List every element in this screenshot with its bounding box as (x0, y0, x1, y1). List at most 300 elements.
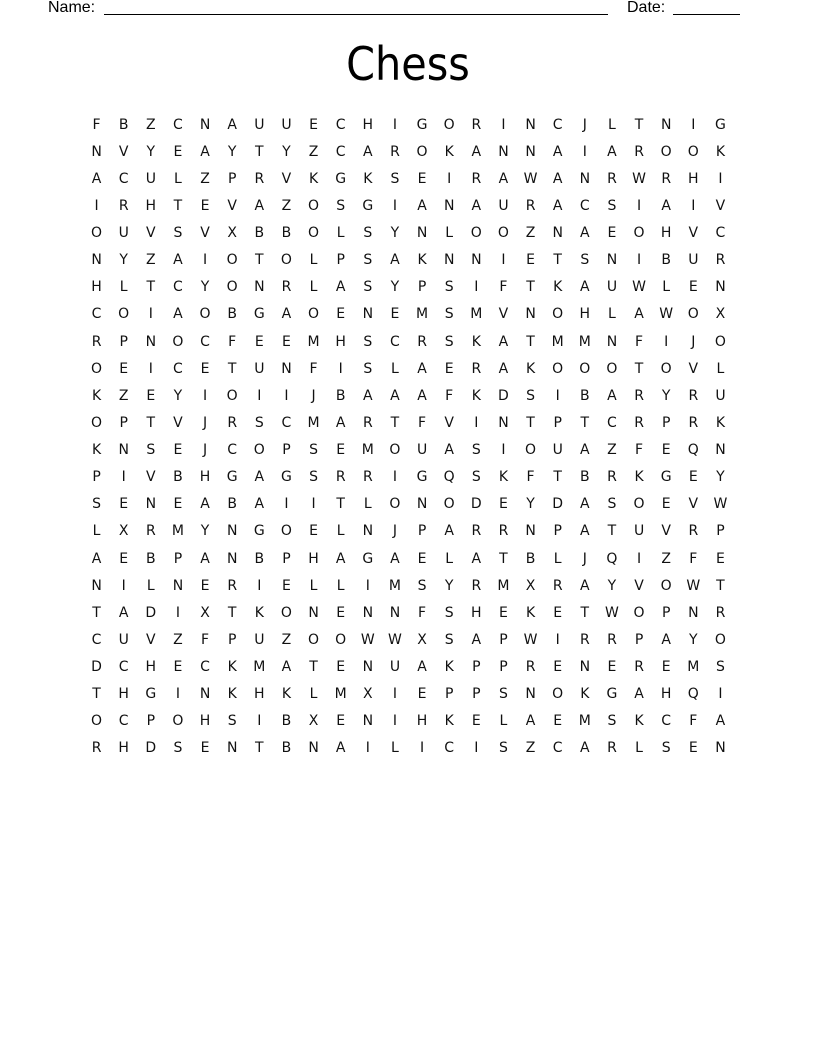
grid-letter[interactable]: W (523, 170, 538, 187)
grid-letter[interactable]: T (580, 414, 590, 431)
grid-letter[interactable]: R (525, 197, 536, 214)
grid-letter[interactable]: N (362, 659, 374, 676)
grid-letter[interactable]: R (471, 170, 482, 187)
grid-letter[interactable]: E (417, 550, 427, 567)
grid-letter[interactable]: E (661, 442, 671, 459)
grid-letter[interactable]: E (200, 740, 210, 757)
grid-letter[interactable]: K (444, 659, 454, 676)
grid-letter[interactable]: R (661, 170, 672, 187)
grid-letter[interactable]: O (687, 143, 699, 160)
grid-letter[interactable]: I (148, 360, 153, 377)
grid-letter[interactable]: R (607, 631, 617, 648)
grid-letter[interactable]: N (362, 523, 374, 540)
grid-letter[interactable]: I (121, 577, 126, 594)
grid-letter[interactable]: N (416, 496, 428, 513)
grid-letter[interactable]: N (525, 143, 536, 160)
grid-letter[interactable]: T (499, 550, 508, 567)
grid-letter[interactable]: L (309, 577, 318, 594)
grid-letter[interactable]: K (281, 686, 292, 703)
grid-letter[interactable]: E (254, 333, 264, 350)
grid-letter[interactable]: U (606, 279, 618, 296)
grid-letter[interactable]: S (363, 360, 373, 377)
grid-letter[interactable]: A (335, 550, 346, 567)
grid-letter[interactable]: A (200, 496, 210, 513)
grid-letter[interactable]: B (661, 252, 671, 269)
grid-letter[interactable]: Z (281, 197, 292, 214)
grid-letter[interactable]: C (579, 197, 590, 214)
grid-letter[interactable]: T (227, 604, 237, 621)
grid-letter[interactable]: T (146, 414, 156, 431)
grid-letter[interactable]: Y (282, 143, 291, 160)
grid-letter[interactable]: U (254, 360, 265, 377)
grid-letter[interactable]: O (91, 360, 103, 377)
grid-letter[interactable]: K (525, 604, 536, 621)
grid-letter[interactable]: G (253, 306, 265, 323)
grid-letter[interactable]: R (552, 577, 563, 594)
grid-letter[interactable]: A (227, 116, 237, 133)
grid-letter[interactable]: Y (200, 279, 210, 296)
grid-letter[interactable]: R (91, 333, 102, 350)
grid-letter[interactable]: H (145, 659, 157, 676)
grid-letter[interactable]: O (633, 604, 645, 621)
grid-letter[interactable]: A (471, 197, 482, 214)
grid-letter[interactable]: O (470, 225, 482, 242)
grid-letter[interactable]: Y (390, 279, 400, 296)
grid-letter[interactable]: I (718, 170, 723, 187)
grid-letter[interactable]: H (579, 306, 591, 323)
grid-letter[interactable]: B (281, 713, 292, 730)
grid-letter[interactable]: P (716, 523, 725, 540)
grid-letter[interactable]: L (309, 252, 318, 269)
grid-letter[interactable]: M (253, 659, 266, 676)
grid-letter[interactable]: P (634, 631, 644, 648)
grid-letter[interactable]: S (363, 252, 373, 269)
grid-letter[interactable]: V (715, 197, 726, 214)
grid-letter[interactable]: Y (661, 387, 671, 404)
grid-letter[interactable]: J (311, 387, 316, 404)
grid-letter[interactable]: R (471, 116, 482, 133)
grid-letter[interactable]: L (92, 523, 101, 540)
grid-letter[interactable]: O (335, 631, 347, 648)
grid-letter[interactable]: R (634, 414, 644, 431)
grid-letter[interactable]: N (172, 577, 184, 594)
grid-letter[interactable]: P (146, 713, 156, 730)
grid-letter[interactable]: O (172, 713, 184, 730)
grid-letter[interactable]: S (580, 252, 590, 269)
grid-letter[interactable]: H (335, 333, 346, 350)
grid-letter[interactable]: U (389, 659, 401, 676)
grid-letter[interactable]: H (145, 197, 157, 214)
grid-letter[interactable]: H (199, 469, 211, 486)
grid-letter[interactable]: S (336, 197, 346, 214)
grid-letter[interactable]: F (309, 360, 318, 377)
grid-letter[interactable]: K (444, 143, 454, 160)
grid-letter[interactable]: I (175, 686, 180, 703)
grid-letter[interactable]: I (691, 197, 696, 214)
grid-letter[interactable]: A (335, 279, 346, 296)
grid-letter[interactable]: A (634, 686, 644, 703)
grid-letter[interactable]: G (253, 523, 265, 540)
grid-letter[interactable]: V (146, 469, 156, 486)
grid-letter[interactable]: G (145, 686, 157, 703)
grid-letter[interactable]: F (92, 116, 101, 133)
grid-letter[interactable]: O (91, 225, 103, 242)
grid-letter[interactable]: H (199, 713, 211, 730)
grid-letter[interactable]: O (660, 143, 672, 160)
grid-letter[interactable]: E (716, 550, 725, 567)
grid-letter[interactable]: M (578, 713, 591, 730)
grid-letter[interactable]: E (282, 577, 291, 594)
grid-letter[interactable]: C (200, 659, 210, 676)
grid-letter[interactable]: N (579, 659, 591, 676)
grid-letter[interactable]: E (661, 496, 671, 513)
grid-letter[interactable]: H (660, 686, 672, 703)
grid-letter[interactable]: R (688, 414, 699, 431)
grid-letter[interactable]: U (254, 631, 265, 648)
grid-letter[interactable]: M (361, 442, 374, 459)
grid-letter[interactable]: L (336, 523, 345, 540)
grid-letter[interactable]: G (416, 116, 428, 133)
grid-letter[interactable]: A (254, 496, 265, 513)
grid-letter[interactable]: N (91, 577, 102, 594)
grid-letter[interactable]: W (605, 604, 619, 621)
grid-letter[interactable]: O (525, 442, 537, 459)
grid-letter[interactable]: A (417, 387, 427, 404)
grid-letter[interactable]: P (661, 604, 671, 621)
grid-letter[interactable]: A (715, 713, 726, 730)
grid-letter[interactable]: R (634, 659, 644, 676)
grid-letter[interactable]: N (145, 333, 157, 350)
grid-letter[interactable]: E (336, 713, 346, 730)
grid-letter[interactable]: O (687, 306, 699, 323)
grid-letter[interactable]: H (660, 225, 672, 242)
grid-letter[interactable]: Z (118, 387, 129, 404)
grid-letter[interactable]: E (200, 360, 210, 377)
grid-letter[interactable]: O (280, 604, 292, 621)
grid-letter[interactable]: A (498, 170, 509, 187)
grid-letter[interactable]: M (334, 686, 347, 703)
grid-letter[interactable]: R (525, 659, 536, 676)
grid-letter[interactable]: I (311, 496, 316, 513)
grid-letter[interactable]: I (636, 550, 642, 567)
grid-letter[interactable]: E (607, 225, 617, 242)
grid-letter[interactable]: J (691, 333, 696, 350)
grid-letter[interactable]: B (118, 116, 129, 133)
grid-letter[interactable]: F (418, 604, 427, 621)
grid-letter[interactable]: N (226, 740, 238, 757)
grid-letter[interactable]: C (552, 116, 563, 133)
grid-letter[interactable]: E (661, 659, 671, 676)
grid-letter[interactable]: O (443, 116, 455, 133)
grid-letter[interactable]: X (118, 523, 129, 540)
grid-letter[interactable]: E (119, 360, 129, 377)
grid-letter[interactable]: O (660, 577, 672, 594)
grid-letter[interactable]: T (390, 414, 400, 431)
grid-letter[interactable]: I (555, 387, 560, 404)
grid-letter[interactable]: E (200, 197, 210, 214)
grid-letter[interactable]: I (175, 604, 180, 621)
grid-letter[interactable]: C (200, 333, 210, 350)
grid-letter[interactable]: T (173, 197, 183, 214)
grid-letter[interactable]: R (498, 523, 509, 540)
grid-letter[interactable]: S (92, 496, 101, 513)
grid-letter[interactable]: A (417, 197, 427, 214)
grid-letter[interactable]: R (254, 170, 265, 187)
grid-letter[interactable]: S (363, 333, 373, 350)
grid-letter[interactable]: O (280, 523, 292, 540)
grid-letter[interactable]: A (200, 550, 210, 567)
grid-letter[interactable]: L (363, 496, 372, 513)
grid-letter[interactable]: O (226, 279, 238, 296)
grid-letter[interactable]: N (226, 523, 238, 540)
grid-letter[interactable]: E (553, 604, 563, 621)
grid-letter[interactable]: I (474, 279, 479, 296)
grid-letter[interactable]: F (689, 713, 698, 730)
grid-letter[interactable]: Z (308, 143, 319, 160)
grid-letter[interactable]: L (608, 116, 616, 133)
grid-letter[interactable]: I (365, 740, 370, 757)
grid-letter[interactable]: G (281, 469, 292, 486)
grid-letter[interactable]: L (662, 279, 671, 296)
grid-letter[interactable]: A (525, 713, 536, 730)
grid-letter[interactable]: Z (281, 631, 292, 648)
grid-letter[interactable]: S (173, 740, 183, 757)
grid-letter[interactable]: I (501, 442, 506, 459)
grid-letter[interactable]: M (470, 306, 483, 323)
grid-letter[interactable]: E (444, 360, 454, 377)
grid-letter[interactable]: S (146, 442, 156, 459)
grid-letter[interactable]: S (498, 686, 508, 703)
grid-letter[interactable]: A (363, 143, 373, 160)
grid-letter[interactable]: A (118, 604, 129, 621)
grid-letter[interactable]: O (552, 686, 564, 703)
grid-letter[interactable]: N (498, 414, 509, 431)
grid-letter[interactable]: A (200, 143, 210, 160)
grid-letter[interactable]: G (335, 170, 347, 187)
grid-letter[interactable]: E (526, 252, 535, 269)
grid-letter[interactable]: A (580, 496, 590, 513)
grid-letter[interactable]: E (173, 659, 183, 676)
grid-letter[interactable]: C (552, 740, 563, 757)
grid-letter[interactable]: Y (200, 523, 210, 540)
grid-letter[interactable]: E (173, 442, 183, 459)
grid-letter[interactable]: I (257, 387, 262, 404)
grid-letter[interactable]: E (146, 387, 156, 404)
grid-letter[interactable]: X (715, 306, 726, 323)
grid-letter[interactable]: A (390, 252, 400, 269)
grid-letter[interactable]: A (580, 225, 590, 242)
grid-letter[interactable]: A (335, 740, 346, 757)
grid-letter[interactable]: N (199, 116, 211, 133)
grid-letter[interactable]: O (308, 306, 320, 323)
grid-letter[interactable]: B (173, 469, 183, 486)
grid-letter[interactable]: M (388, 577, 401, 594)
grid-letter[interactable]: A (417, 360, 427, 377)
grid-letter[interactable]: X (363, 686, 373, 703)
grid-letter[interactable]: A (281, 306, 292, 323)
grid-letter[interactable]: I (555, 631, 560, 648)
grid-letter[interactable]: R (471, 523, 482, 540)
grid-letter[interactable]: X (200, 604, 210, 621)
grid-letter[interactable]: A (417, 659, 427, 676)
grid-letter[interactable]: B (281, 225, 292, 242)
grid-letter[interactable]: V (173, 414, 183, 431)
grid-letter[interactable]: N (525, 116, 536, 133)
grid-letter[interactable]: R (362, 469, 373, 486)
grid-letter[interactable]: M (687, 659, 700, 676)
grid-letter[interactable]: R (417, 333, 427, 350)
grid-letter[interactable]: E (336, 306, 346, 323)
grid-letter[interactable]: N (91, 252, 102, 269)
grid-letter[interactable]: C (227, 442, 238, 459)
grid-letter[interactable]: A (471, 631, 482, 648)
grid-letter[interactable]: I (392, 469, 397, 486)
grid-letter[interactable]: Z (146, 252, 156, 269)
grid-letter[interactable]: O (579, 360, 591, 377)
grid-letter[interactable]: E (688, 279, 698, 296)
grid-letter[interactable]: S (444, 631, 454, 648)
grid-letter[interactable]: Q (687, 686, 699, 703)
grid-letter[interactable]: Z (173, 631, 183, 648)
grid-letter[interactable]: N (416, 225, 428, 242)
grid-letter[interactable]: I (284, 387, 289, 404)
grid-letter[interactable]: K (634, 469, 644, 486)
grid-letter[interactable]: L (336, 225, 345, 242)
grid-letter[interactable]: O (226, 387, 238, 404)
grid-letter[interactable]: P (119, 414, 128, 431)
grid-letter[interactable]: E (417, 686, 427, 703)
grid-letter[interactable]: X (227, 225, 237, 242)
grid-letter[interactable]: E (119, 550, 129, 567)
grid-letter[interactable]: A (552, 143, 563, 160)
grid-letter[interactable]: X (308, 713, 319, 730)
grid-letter[interactable]: C (661, 713, 672, 730)
grid-letter[interactable]: H (471, 604, 482, 621)
grid-letter[interactable]: O (633, 496, 645, 513)
grid-letter[interactable]: L (608, 306, 616, 323)
grid-letter[interactable]: I (392, 197, 397, 214)
grid-letter[interactable]: L (309, 279, 318, 296)
grid-letter[interactable]: T (580, 604, 590, 621)
grid-letter[interactable]: V (444, 414, 454, 431)
grid-letter[interactable]: F (445, 387, 454, 404)
grid-letter[interactable]: Y (146, 143, 156, 160)
grid-letter[interactable]: F (689, 550, 698, 567)
grid-letter[interactable]: S (607, 713, 617, 730)
grid-letter[interactable]: B (227, 306, 237, 323)
grid-letter[interactable]: P (553, 414, 562, 431)
grid-letter[interactable]: R (607, 469, 617, 486)
grid-letter[interactable]: M (307, 414, 320, 431)
grid-letter[interactable]: T (146, 279, 156, 296)
grid-letter[interactable]: Y (173, 387, 183, 404)
grid-letter[interactable]: O (552, 306, 564, 323)
grid-letter[interactable]: N (443, 252, 455, 269)
grid-letter[interactable]: C (281, 414, 292, 431)
grid-letter[interactable]: C (118, 659, 129, 676)
grid-letter[interactable]: N (525, 306, 536, 323)
grid-letter[interactable]: A (552, 197, 563, 214)
grid-letter[interactable]: M (578, 333, 591, 350)
grid-letter[interactable]: O (660, 360, 672, 377)
grid-letter[interactable]: A (607, 387, 617, 404)
grid-letter[interactable]: V (634, 577, 644, 594)
grid-letter[interactable]: I (636, 197, 642, 214)
grid-letter[interactable]: R (145, 523, 156, 540)
grid-letter[interactable]: B (254, 550, 265, 567)
grid-letter[interactable]: P (553, 523, 562, 540)
grid-letter[interactable]: N (118, 442, 129, 459)
grid-letter[interactable]: I (94, 197, 99, 214)
grid-letter[interactable]: N (688, 604, 699, 621)
grid-letter[interactable]: Y (689, 631, 698, 648)
grid-letter[interactable]: K (553, 279, 563, 296)
grid-letter[interactable]: G (715, 116, 726, 133)
grid-letter[interactable]: Z (146, 116, 156, 133)
grid-letter[interactable]: E (553, 659, 563, 676)
grid-letter[interactable]: T (553, 469, 562, 486)
grid-letter[interactable]: L (174, 170, 182, 187)
grid-letter[interactable]: Q (443, 469, 455, 486)
grid-letter[interactable]: B (580, 469, 590, 486)
grid-letter[interactable]: U (254, 116, 265, 133)
grid-letter[interactable]: F (635, 442, 644, 459)
grid-letter[interactable]: A (254, 469, 265, 486)
grid-letter[interactable]: R (471, 360, 482, 377)
grid-letter[interactable]: V (118, 143, 129, 160)
grid-letter[interactable]: O (443, 496, 455, 513)
grid-letter[interactable]: U (688, 252, 699, 269)
grid-letter[interactable]: I (636, 252, 642, 269)
grid-letter[interactable]: H (362, 116, 374, 133)
grid-letter[interactable]: I (392, 686, 397, 703)
grid-letter[interactable]: K (715, 143, 726, 160)
grid-letter[interactable]: B (281, 740, 292, 757)
grid-letter[interactable]: K (308, 170, 319, 187)
grid-letter[interactable]: R (579, 631, 590, 648)
grid-letter[interactable]: H (416, 713, 428, 730)
grid-letter[interactable]: O (714, 333, 726, 350)
grid-letter[interactable]: L (445, 225, 454, 242)
grid-letter[interactable]: I (392, 116, 397, 133)
grid-letter[interactable]: Y (444, 577, 454, 594)
grid-letter[interactable]: I (365, 577, 370, 594)
grid-letter[interactable]: N (308, 604, 319, 621)
grid-letter[interactable]: N (281, 360, 292, 377)
grid-letter[interactable]: I (582, 143, 587, 160)
grid-letter[interactable]: K (417, 252, 427, 269)
grid-letter[interactable]: A (444, 442, 454, 459)
grid-letter[interactable]: X (417, 631, 427, 648)
grid-letter[interactable]: I (664, 333, 669, 350)
grid-letter[interactable]: E (173, 496, 183, 513)
grid-letter[interactable]: C (173, 279, 183, 296)
grid-letter[interactable]: I (338, 360, 343, 377)
grid-letter[interactable]: Q (687, 442, 699, 459)
grid-letter[interactable]: T (255, 740, 264, 757)
grid-letter[interactable]: E (688, 469, 698, 486)
grid-letter[interactable]: P (173, 550, 183, 567)
grid-letter[interactable]: S (471, 442, 481, 459)
grid-letter[interactable]: P (444, 686, 454, 703)
grid-letter[interactable]: P (282, 442, 291, 459)
grid-letter[interactable]: P (417, 523, 427, 540)
grid-letter[interactable]: R (91, 740, 102, 757)
grid-letter[interactable]: U (498, 197, 509, 214)
grid-letter[interactable]: S (309, 442, 318, 459)
grid-letter[interactable]: S (390, 170, 400, 187)
grid-letter[interactable]: A (498, 333, 509, 350)
